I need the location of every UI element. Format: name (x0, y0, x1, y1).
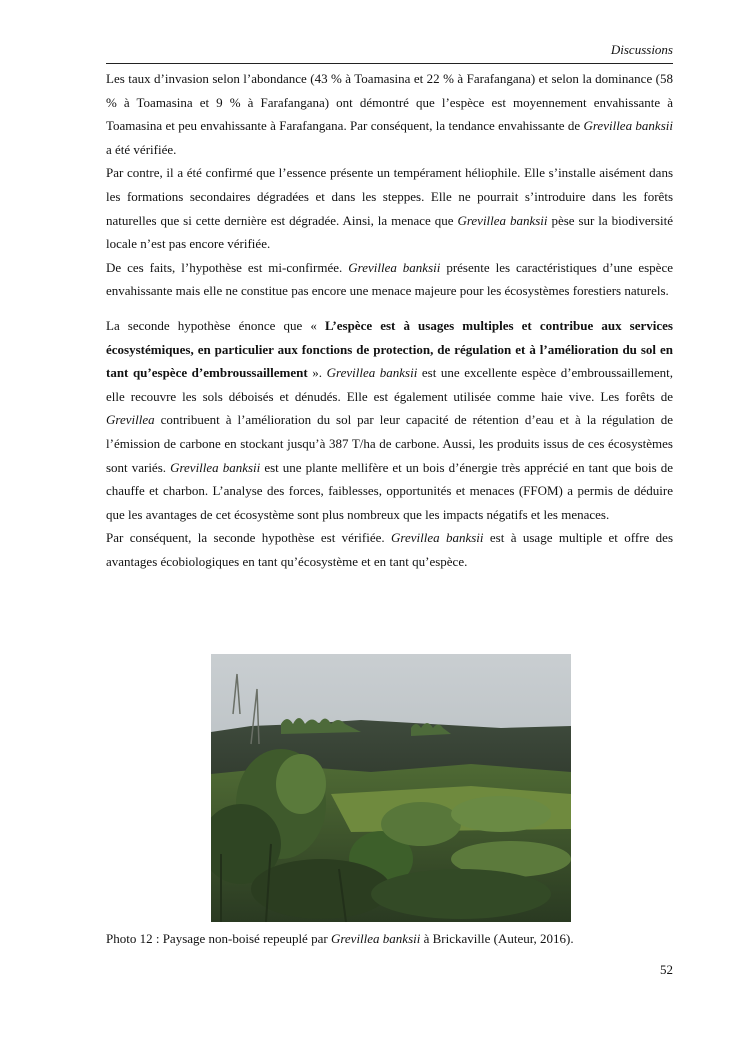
body-text (106, 67, 673, 573)
paragraph-1: Les taux d’invasion selon l’abondance (43 % à Toamasina et 22 % à Farafangana) et selon la dominance (58 % à Toamasina et 9 % à Farafangana) ont démontré que l’espèce est moyennement envahissante à Toamasina et peu envahissante à Farafangana. Par conséquent, la tendance envahissante de Grevillea banksii a été vérifiée. (106, 71, 673, 157)
species-name: Grevillea banksii (170, 459, 261, 475)
running-header: Discussions (610, 42, 673, 57)
paragraph-3: De ces faits, l’hypothèse est mi-confirmée. Grevillea banksii présente les caractéristiques d’une espèce envahissante mais elle ne constitue pas encore une menace majeure pour les écosystèmes forestiers naturels. (106, 259, 673, 299)
paragraph-2: Par contre, il a été confirmé que l’essence présente un tempérament héliophile. Elle s’installe aisément dans les formations secondaires dégradées et dans les steppes. Elle ne pourrait s’introduire dans les forêts naturelles que si cette dernière est dégradée. Ainsi, la menace que Grevillea banksii pèse sur la biodiversité locale n’est pas encore vérifiée. (106, 165, 673, 252)
hypothesis-statement: L’espèce est à usages multiples et contribue aux services écosystémiques, en particulier aux fonctions de protection, de régulation et à l’amélioration du sol en tant qu’espèce d’embroussaillement (106, 317, 673, 381)
paragraph-5: Par conséquent, la seconde hypothèse est vérifiée. Grevillea banksii est à usage multiple et offre des avantages écobiologiques en tant qu’écosystème et en tant qu’espèce. (106, 530, 674, 569)
header-rule (106, 63, 673, 64)
species-name: Grevillea banksii (583, 118, 673, 134)
species-name: Grevillea banksii (457, 212, 548, 228)
landscape-photo (211, 654, 571, 922)
page-number: 52 (660, 962, 673, 977)
species-name: Grevillea banksii (330, 931, 421, 946)
species-name: Grevillea banksii (326, 365, 418, 381)
figure-caption: Photo 12 : Paysage non-boisé repeuplé par Grevillea banksii à Brickaville (Auteur, 2016). (106, 931, 574, 946)
species-name: Grevillea banksii (348, 259, 441, 275)
genus-name: Grevillea (106, 412, 155, 428)
species-name: Grevillea banksii (391, 530, 484, 546)
paragraph-4: La seconde hypothèse énonce que « L’espèce est à usages multiples et contribue aux services écosystémiques, en particulier aux fonctions de protection, de régulation et à l’amélioration du sol en tant qu’espèce d’embroussaillement ». Grevillea banksii est une excellente espèce d’embroussaillement, elle recouvre les sols déboisés et dénudés. Elle est également utilisée comme haie vive. Les forêts de Grevillea contribuent à l’amélioration du sol par leur capacité de rétention d’eau et à la régulation de l’émission de carbone en stockant jusqu’à 387 T/ha de carbone. Aussi, les produits issus de ces écosystèmes sont variés. Grevillea banksii est une plante mellifère et un bois d’énergie très apprécié en tant que bois de chauffe et charbon. L’analyse des forces, faiblesses, opportunités et menaces (FFOM) a permis de déduire que les avantages de cet écosystème sont plus nombreux que les impacts négatifs et les menaces. (106, 317, 673, 522)
